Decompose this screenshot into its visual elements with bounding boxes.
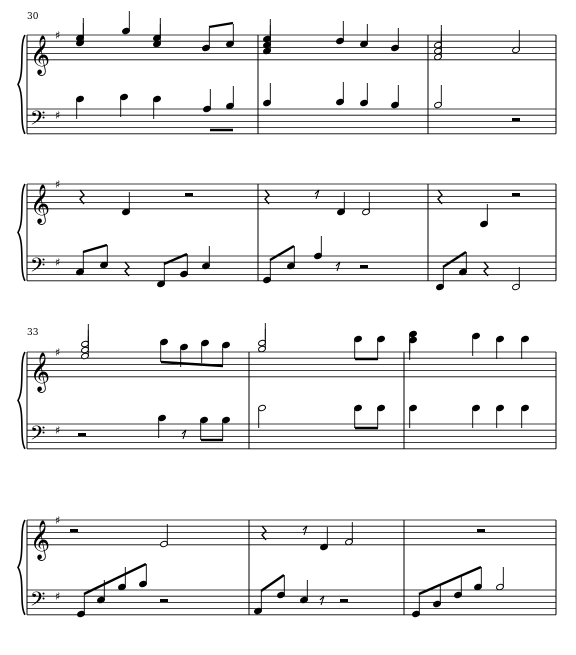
- half-rest-icon: [512, 193, 520, 196]
- eighth-rest-icon: [303, 526, 307, 535]
- note: [300, 580, 309, 604]
- treble-staff-lower: [27, 178, 556, 225]
- note: [258, 404, 267, 428]
- half-rest-icon: [512, 118, 520, 121]
- sharp-key-signature-icon: ♯: [55, 590, 61, 604]
- note: [336, 21, 345, 45]
- note: [222, 341, 231, 365]
- note: [345, 522, 354, 546]
- brace: [18, 35, 25, 134]
- quarter-rest-icon: [484, 262, 488, 276]
- note: [377, 335, 386, 359]
- bass-clef-icon: 𝄢: [30, 587, 46, 616]
- note: [434, 25, 443, 49]
- note: [377, 404, 386, 428]
- treble-staff-upper: [27, 346, 556, 393]
- note: [521, 335, 530, 359]
- half-rest-icon: [360, 265, 368, 268]
- sharp-key-signature-icon: ♯: [55, 256, 61, 270]
- note: [521, 404, 530, 428]
- half-rest-icon: [477, 529, 485, 532]
- note: [77, 594, 86, 618]
- note: [263, 83, 272, 107]
- note: [360, 24, 369, 48]
- note: [337, 192, 346, 216]
- note: [76, 252, 85, 276]
- sharp-key-signature-icon: ♯: [55, 514, 61, 527]
- note: [512, 267, 521, 291]
- bass-clef-icon: 𝄢: [30, 106, 46, 135]
- note: [496, 335, 505, 359]
- eighth-rest-icon: [320, 596, 324, 605]
- sharp-key-signature-icon: ♯: [55, 424, 61, 438]
- note: [496, 567, 505, 591]
- brace: [18, 520, 25, 615]
- note: [354, 335, 363, 359]
- half-rest-icon: [185, 193, 193, 196]
- note: [263, 260, 272, 284]
- system-1: [18, 11, 556, 291]
- system-2: [18, 323, 556, 618]
- note: [226, 24, 235, 48]
- note: [263, 19, 272, 43]
- note: [360, 83, 369, 107]
- note: [472, 404, 481, 428]
- eighth-rest-icon: [182, 430, 186, 439]
- treble-clef-icon: 𝄞: [30, 34, 51, 75]
- note: [336, 82, 345, 106]
- half-rest-icon: [160, 599, 168, 602]
- note: [158, 414, 167, 438]
- bass-staff-upper: [27, 107, 556, 135]
- eighth-rest-icon: [336, 262, 340, 271]
- note: [202, 28, 211, 52]
- quarter-rest-icon: [438, 190, 442, 204]
- sharp-key-signature-icon: ♯: [55, 346, 61, 359]
- note: [314, 236, 323, 260]
- note: [512, 30, 521, 54]
- beam: [443, 252, 466, 267]
- sharp-key-signature-icon: ♯: [55, 178, 61, 191]
- bass-staff-lower: [27, 588, 556, 616]
- beam: [209, 23, 233, 27]
- beam: [84, 564, 146, 594]
- note: [436, 267, 445, 291]
- sharp-key-signature-icon: ♯: [55, 29, 61, 42]
- note: [412, 594, 421, 618]
- note: [201, 339, 210, 363]
- note: [480, 204, 489, 228]
- note: [160, 524, 169, 548]
- quarter-rest-icon: [265, 190, 269, 204]
- note: [258, 323, 267, 347]
- note: [100, 245, 109, 269]
- note: [472, 332, 481, 356]
- beam: [83, 245, 107, 252]
- note: [391, 28, 400, 52]
- note: [254, 591, 263, 615]
- measure-number-30: 30: [27, 12, 39, 22]
- quarter-rest-icon: [80, 190, 84, 204]
- bass-clef-icon: 𝄢: [30, 421, 46, 450]
- note: [203, 89, 212, 113]
- note: [226, 86, 235, 110]
- note: [409, 404, 418, 428]
- half-rest-icon: [340, 599, 348, 602]
- measure-number-33: 33: [27, 328, 39, 338]
- quarter-rest-icon: [125, 262, 129, 276]
- beam: [270, 246, 294, 260]
- sharp-key-signature-icon: ♯: [55, 109, 61, 123]
- bass-staff-upper: [27, 422, 556, 450]
- treble-clef-icon: 𝄞: [30, 183, 51, 224]
- note: [496, 404, 505, 428]
- note: [76, 18, 85, 42]
- note: [118, 567, 127, 591]
- treble-staff-upper: [27, 29, 556, 76]
- note: [153, 18, 162, 42]
- note: [122, 192, 131, 216]
- half-rest-icon: [78, 433, 86, 436]
- note: [354, 404, 363, 428]
- note: [434, 85, 443, 109]
- note: [122, 11, 131, 35]
- note: [157, 264, 166, 288]
- brace: [18, 184, 25, 281]
- treble-staff-lower: [27, 514, 556, 561]
- note: [362, 192, 371, 216]
- beam: [261, 575, 284, 591]
- note: [391, 85, 400, 109]
- treble-clef-icon: 𝄞: [30, 351, 51, 392]
- note: [202, 246, 211, 270]
- half-rest-icon: [70, 529, 78, 532]
- quarter-rest-icon: [262, 526, 266, 540]
- eighth-rest-icon: [315, 190, 319, 199]
- bass-clef-icon: 𝄢: [30, 253, 46, 282]
- note: [81, 324, 90, 348]
- brace: [18, 352, 25, 449]
- treble-clef-icon: 𝄞: [30, 519, 51, 560]
- note: [120, 93, 129, 117]
